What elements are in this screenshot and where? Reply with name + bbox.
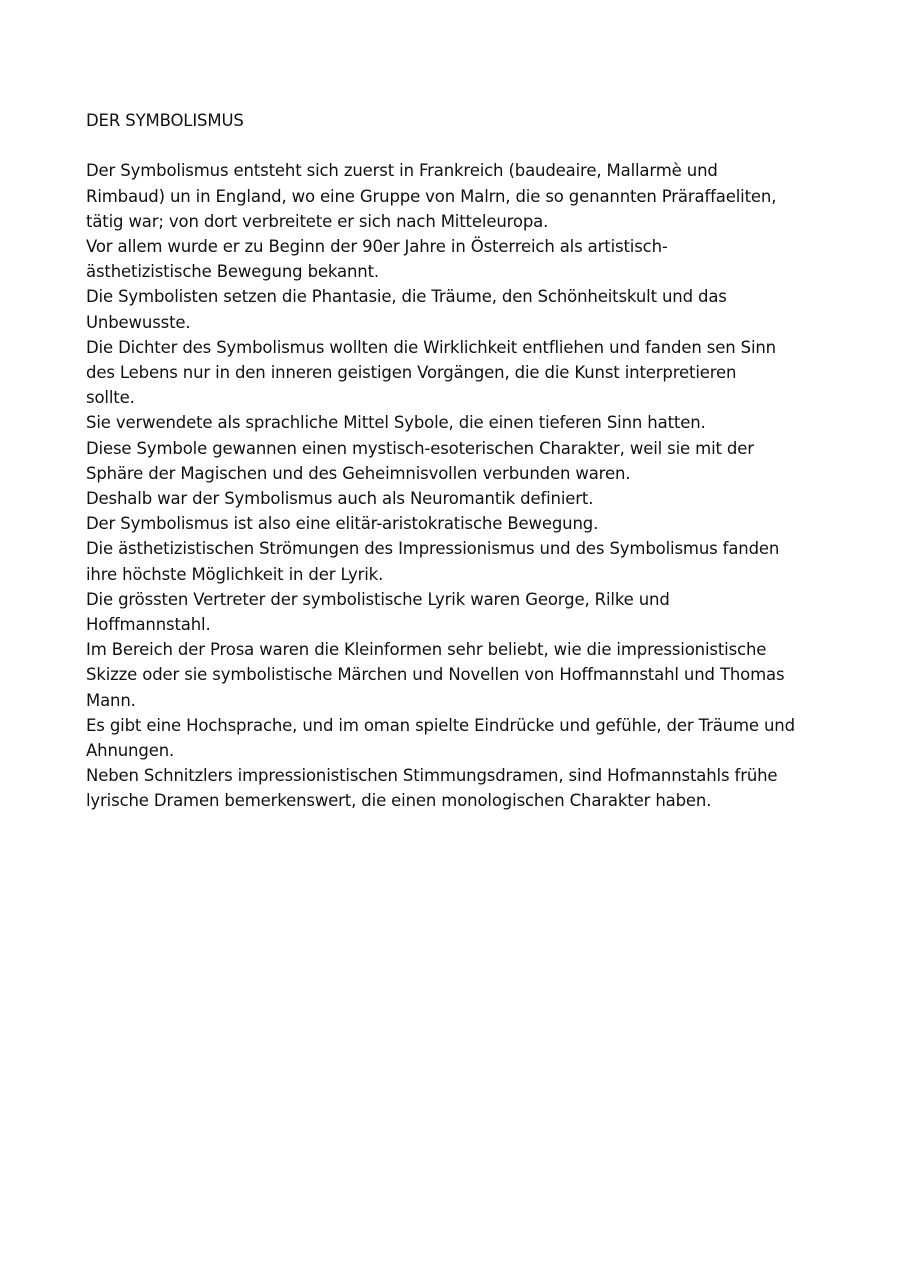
text-line: ihre höchste Möglichkeit in der Lyrik. xyxy=(86,564,384,584)
text-line: Es gibt eine Hochsprache, und im oman spielte Eindrücke und gefühle, der Träume und xyxy=(86,715,795,735)
text-line: Rimbaud) un in England, wo eine Gruppe von Malrn, die so genannten Präraffaeliten, xyxy=(86,186,777,206)
text-line: Hoffmannstahl. xyxy=(86,615,211,635)
document-body xyxy=(86,108,826,814)
text-line: Sphäre der Magischen und des Geheimnisvollen verbunden waren. xyxy=(86,463,631,483)
text-line: Der Symbolismus ist also eine elitär-aristokratische Bewegung. xyxy=(86,514,599,534)
text-line: Die ästhetizistischen Strömungen des Impressionismus und des Symbolismus fanden xyxy=(86,539,780,559)
text-line: Die grössten Vertreter der symbolistische Lyrik waren George, Rilke und xyxy=(86,589,670,609)
text-line: lyrische Dramen bemerkenswert, die einen monologischen Charakter haben. xyxy=(86,791,712,811)
text-line: Ahnungen. xyxy=(86,741,175,761)
text-line: Im Bereich der Prosa waren die Kleinformen sehr beliebt, wie die impressionistische xyxy=(86,640,767,660)
text-line: Neben Schnitzlers impressionistischen Stimmungsdramen, sind Hofmannstahls frühe xyxy=(86,766,778,786)
text-line: Sie verwendete als sprachliche Mittel Sybole, die einen tieferen Sinn hatten. xyxy=(86,413,706,433)
text-line: Die Symbolisten setzen die Phantasie, die Träume, den Schönheitskult und das xyxy=(86,287,727,307)
document-title: DER SYMBOLISMUS xyxy=(86,111,244,130)
text-line: Skizze oder sie symbolistische Märchen und Novellen von Hoffmannstahl und Thomas xyxy=(86,665,785,685)
text-line: Deshalb war der Symbolismus auch als Neuromantik definiert. xyxy=(86,489,594,509)
text-line: Diese Symbole gewannen einen mystisch-esoterischen Charakter, weil sie mit der xyxy=(86,438,754,458)
text-line: Der Symbolismus entsteht sich zuerst in Frankreich (baudeaire, Mallarmè und xyxy=(86,161,718,181)
text-line: Vor allem wurde er zu Beginn der 90er Jahre in Österreich als artistisch- xyxy=(86,237,668,256)
text-line: Die Dichter des Symbolismus wollten die Wirklichkeit entfliehen und fanden sen Sinn xyxy=(86,337,776,357)
text-line: tätig war; von dort verbreitete er sich nach Mitteleuropa. xyxy=(86,211,549,231)
text-line: sollte. xyxy=(86,388,135,408)
text-line: ästhetizistische Bewegung bekannt. xyxy=(86,262,380,282)
text-line: Mann. xyxy=(86,690,136,710)
text-line: des Lebens nur in den inneren geistigen Vorgängen, die die Kunst interpretieren xyxy=(86,363,737,383)
text-line: Unbewusste. xyxy=(86,312,191,332)
body-text xyxy=(86,158,826,813)
